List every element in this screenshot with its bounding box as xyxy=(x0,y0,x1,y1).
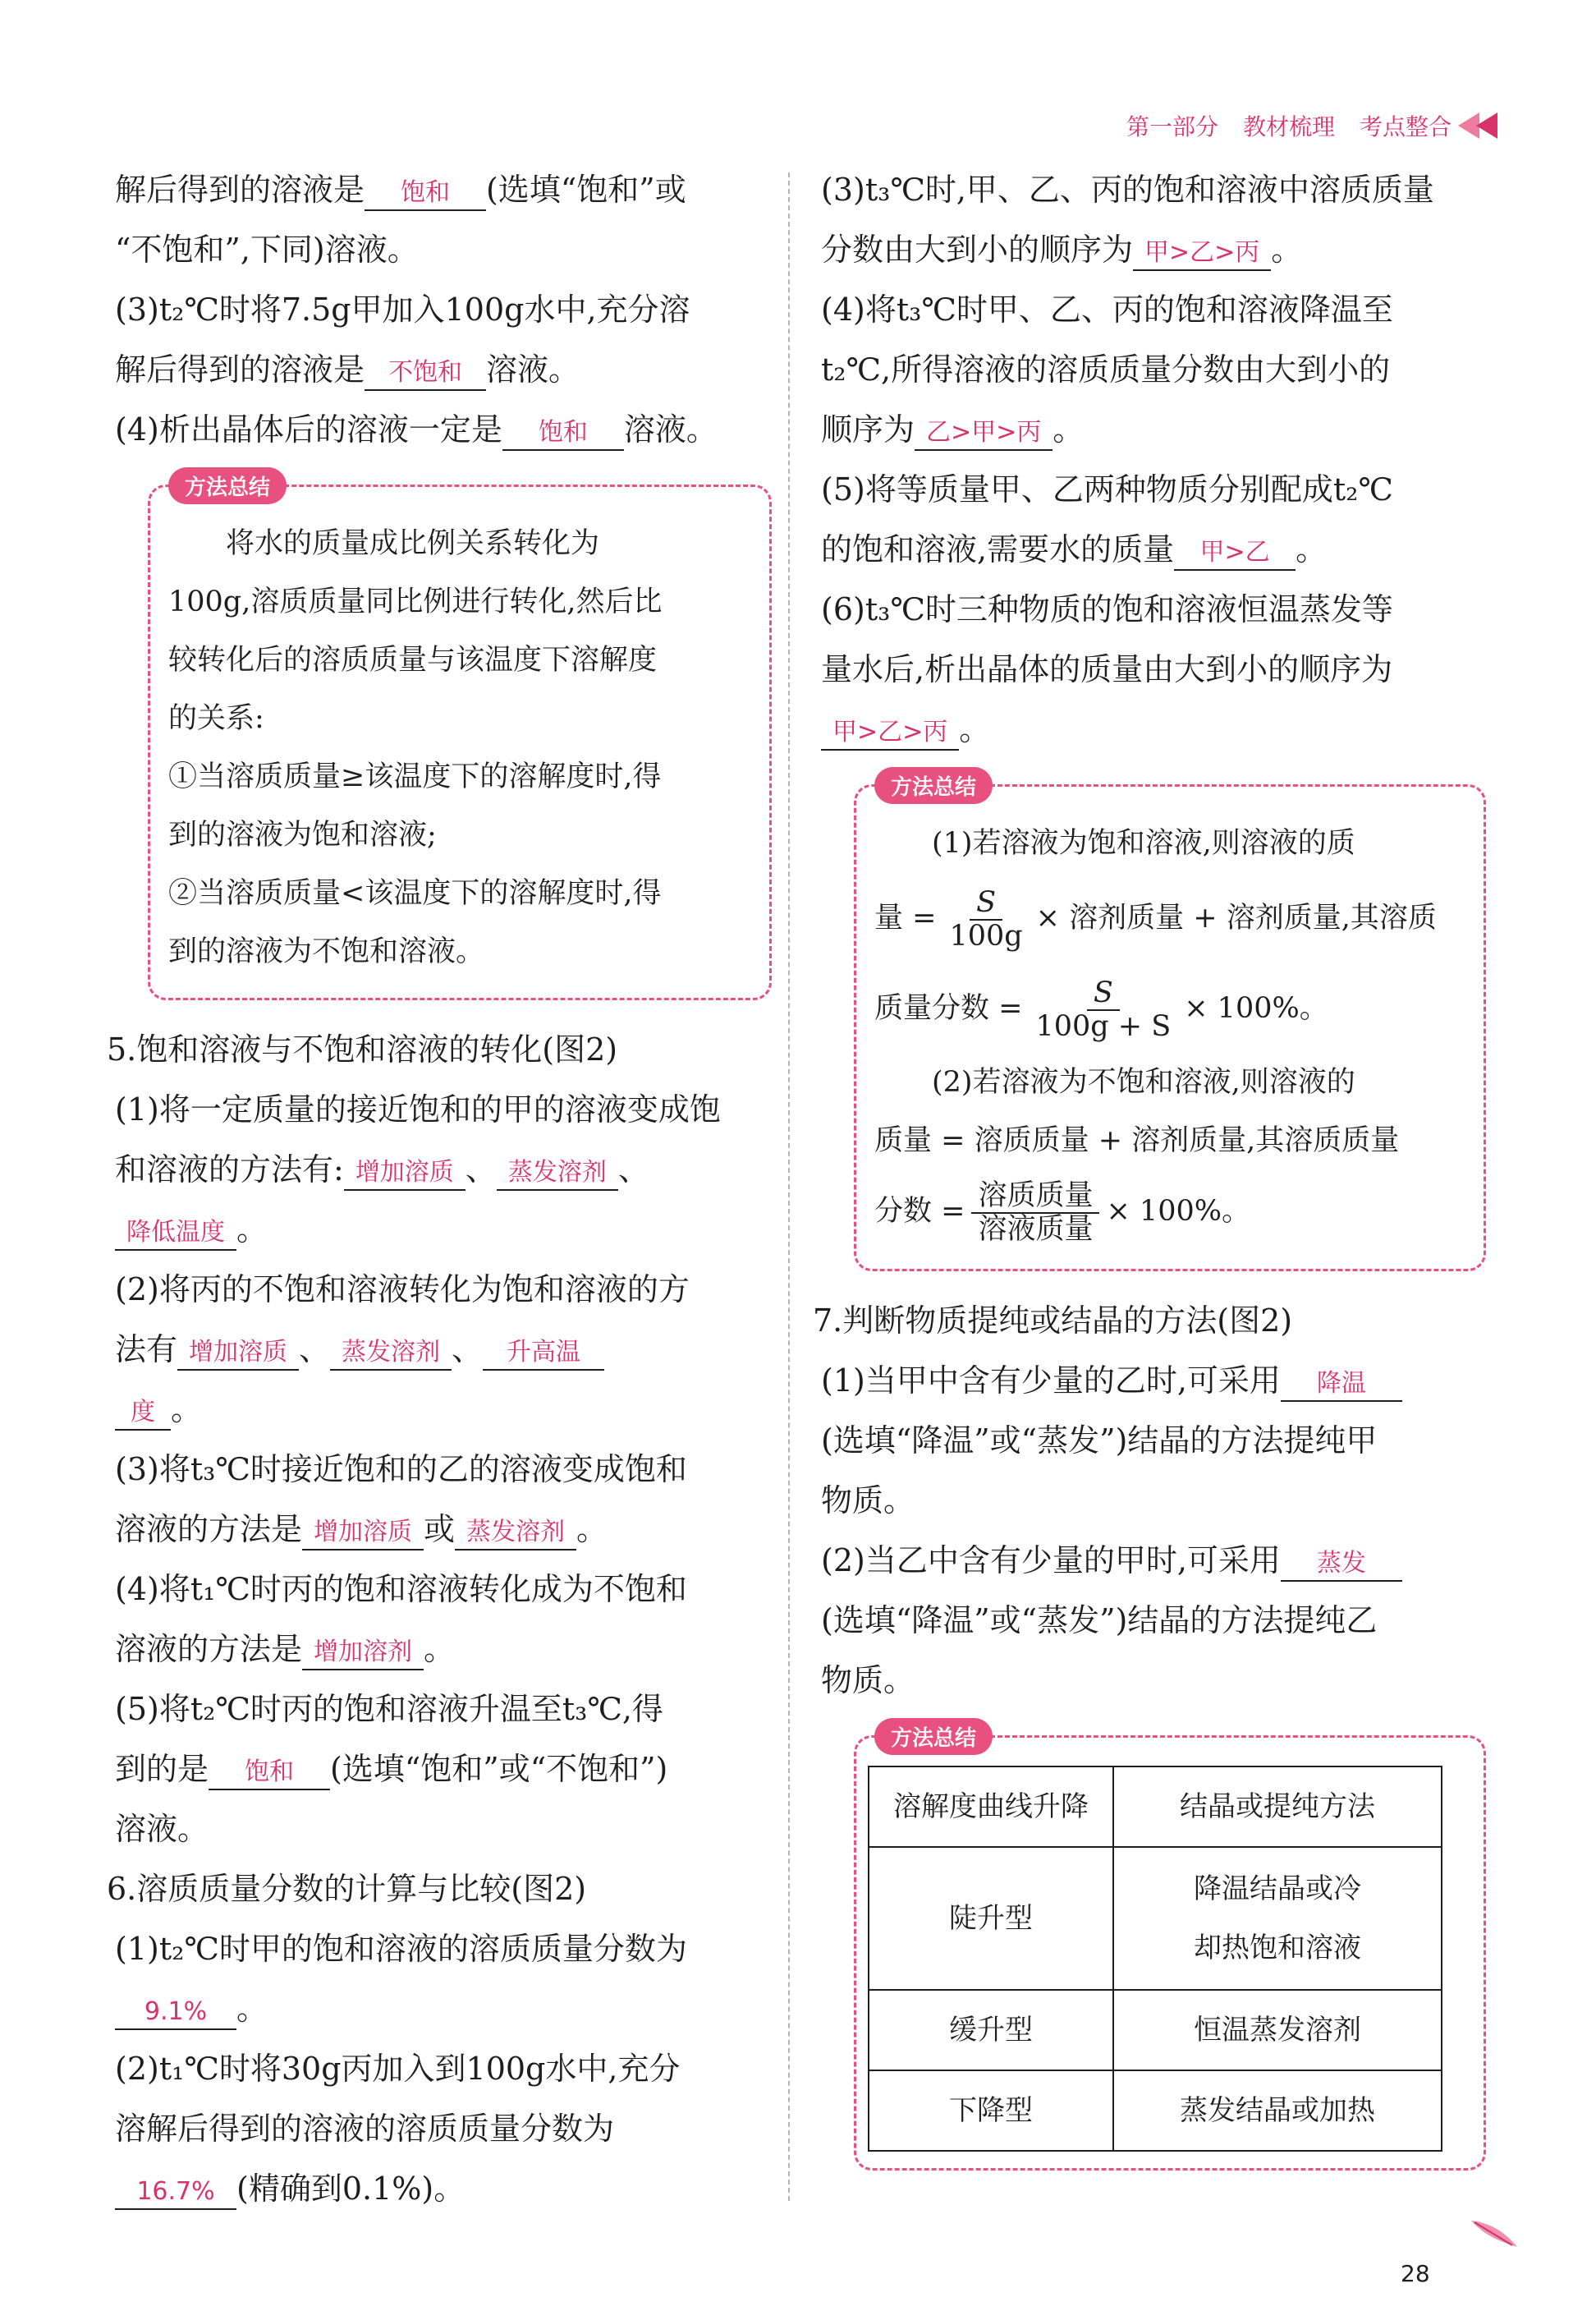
left-p3: (4)析出晶体后的溶液一定是 饱和 溶液。 xyxy=(115,400,772,460)
answer-blank: 降温 xyxy=(1281,1367,1402,1402)
s5-q5-cont: 到的是 饱和 (选填“饱和”或“不饱和”) xyxy=(115,1739,772,1799)
s5-q5-end: 溶液。 xyxy=(115,1811,209,1847)
r-q3-cont: 分数由大到小的顺序为 甲>乙>丙 。 xyxy=(821,220,1486,280)
s6-q2-cont: 溶解后得到的溶液的溶质质量分数为 xyxy=(115,2111,615,2147)
table-cell: 恒温蒸发溶剂 xyxy=(1113,1990,1442,2070)
answer-blank: 蒸发溶剂 xyxy=(330,1336,452,1371)
answer-blank: 增加溶质 xyxy=(302,1516,424,1550)
r-q6-b: 量水后,析出晶体的质量由大到小的顺序为 xyxy=(821,651,1393,687)
answer-blank: 蒸发 xyxy=(1281,1547,1402,1582)
r-q6: (6)t₃℃时三种物质的饱和溶液恒温蒸发等 xyxy=(821,591,1393,627)
box1-line: ①当溶质质量≥该温度下的溶解度时,得 xyxy=(168,760,662,793)
double-arrow-icon xyxy=(1461,113,1497,139)
r-q4: (4)将t₃℃时甲、乙、丙的饱和溶液降温至 xyxy=(821,292,1393,328)
s7-q2-c: 物质。 xyxy=(821,1662,915,1698)
fraction: $\frac{S}{100g + S}$ xyxy=(1035,976,1172,1043)
answer-blank: 增加溶质 xyxy=(344,1156,466,1191)
answer-blank: 16.7% xyxy=(115,2175,236,2210)
box1-line: 较转化后的溶质质量与该温度下溶解度 xyxy=(168,644,658,677)
method-summary-tag: 方法总结 xyxy=(168,467,287,504)
box1-line: 将水的质量成比例关系转化为 xyxy=(226,527,600,560)
s5-q3: (3)将t₃℃时接近饱和的乙的溶液变成饱和 xyxy=(115,1451,687,1487)
fraction: $\frac{S}{100g}$ xyxy=(949,886,1023,953)
right-column xyxy=(813,160,1486,2190)
s6-q2-end: 16.7% (精确到0.1%)。 xyxy=(115,2159,772,2219)
box1-line: 到的溶液为饱和溶液; xyxy=(168,819,437,852)
s6-q1-cont: 9.1% 。 xyxy=(115,1979,772,2039)
column-divider xyxy=(788,172,790,2201)
answer-blank: 蒸发溶剂 xyxy=(455,1516,576,1550)
section-5-title: 5.饱和溶液与不饱和溶液的转化(图2) xyxy=(107,1031,618,1068)
answer-blank: 升高温 xyxy=(483,1336,604,1371)
section-6-title: 6.溶质质量分数的计算与比较(图2) xyxy=(107,1871,587,1907)
s5-q5: (5)将t₂℃时丙的饱和溶液升温至t₃℃,得 xyxy=(115,1691,663,1727)
fraction: $\frac{\text{溶质质量}}{\text{溶液质量}}$ xyxy=(971,1180,1099,1245)
s7-q2: (2)当乙中含有少量的甲时,可采用 蒸发 xyxy=(821,1531,1486,1591)
r-q3: (3)t₃℃时,甲、乙、丙的饱和溶液中溶质质量 xyxy=(821,172,1434,208)
left-p2-cont: 解后得到的溶液是 不饱和 溶液。 xyxy=(115,340,772,400)
table-cell: 陡升型 xyxy=(869,1847,1113,1990)
answer-blank: 增加溶质 xyxy=(177,1336,299,1371)
header-part: 第一部分 xyxy=(1126,113,1218,140)
answer-blank: 饱和 xyxy=(365,177,486,211)
s7-q1: (1)当甲中含有少量的乙时,可采用 降温 xyxy=(821,1351,1486,1411)
method-summary-box-1 xyxy=(148,475,772,1000)
left-p1: 解后得到的溶液是 饱和 (选填“饱和”或 xyxy=(115,160,772,220)
box1-line: 到的溶液为不饱和溶液。 xyxy=(168,935,485,968)
answer-blank: 饱和 xyxy=(502,416,624,451)
r-q5-cont: 的饱和溶液,需要水的质量 甲>乙 。 xyxy=(821,520,1486,580)
method-summary-tag: 方法总结 xyxy=(874,1718,993,1755)
box2-line: 质量 = 溶质质量 + 溶剂质量,其溶质质量 xyxy=(874,1124,1400,1157)
answer-blank: 乙>甲>丙 xyxy=(915,416,1053,451)
box2-formula-2: 质量分数 = $\frac{S}{100g + S}$ × 100%。 xyxy=(874,976,1328,1043)
s6-q1: (1)t₂℃时甲的饱和溶液的溶质质量分数为 xyxy=(115,1931,687,1967)
answer-blank: 饱和 xyxy=(209,1756,330,1790)
table-row xyxy=(869,1766,1442,1847)
answer-blank: 不饱和 xyxy=(365,356,486,391)
table-header-cell: 结晶或提纯方法 xyxy=(1113,1766,1442,1847)
s7-q1-b: (选填“降温”或“蒸发”)结晶的方法提纯甲 xyxy=(821,1422,1378,1459)
method-summary-tag: 方法总结 xyxy=(874,767,993,804)
answer-blank: 9.1% xyxy=(115,1996,236,2030)
answer-blank: 甲>乙 xyxy=(1174,536,1296,571)
s5-q2-end: 度 。 xyxy=(115,1380,772,1440)
table-row xyxy=(869,1990,1442,2070)
s5-q1-end: 降低温度 。 xyxy=(115,1200,772,1260)
s5-q4: (4)将t₁℃时丙的饱和溶液转化成为不饱和 xyxy=(115,1571,687,1607)
s5-q1: (1)将一定质量的接近饱和的甲的溶液变成饱 xyxy=(115,1091,721,1128)
s5-q1-cont: 和溶液的方法有: 增加溶质 、 蒸发溶剂 、 xyxy=(115,1140,772,1200)
table-row xyxy=(869,1847,1442,1990)
answer-blank: 增加溶剂 xyxy=(302,1636,424,1670)
box2-line: (1)若溶液为饱和溶液,则溶液的质 xyxy=(932,827,1355,860)
s5-q3-cont: 溶液的方法是 增加溶质 或 蒸发溶剂 。 xyxy=(115,1500,772,1560)
table-cell: 下降型 xyxy=(869,2070,1113,2151)
r-q5: (5)将等质量甲、乙两种物质分别配成t₂℃ xyxy=(821,471,1393,508)
s6-q2: (2)t₁℃时将30g丙加入到100g水中,充分 xyxy=(115,2051,681,2087)
s5-q2-cont: 法有 增加溶质 、 蒸发溶剂 、 升高温 xyxy=(115,1320,772,1380)
left-p1-cont: “不饱和”,下同)溶液。 xyxy=(115,232,419,268)
answer-blank: 蒸发溶剂 xyxy=(497,1156,618,1191)
section-7-title: 7.判断物质提纯或结晶的方法(图2) xyxy=(813,1302,1293,1339)
table-cell: 降温结晶或冷 却热饱和溶液 xyxy=(1113,1847,1442,1990)
s5-q4-cont: 溶液的方法是 增加溶剂 。 xyxy=(115,1619,772,1679)
s7-q2-b: (选填“降温”或“蒸发”)结晶的方法提纯乙 xyxy=(821,1602,1378,1638)
s5-q2: (2)将丙的不饱和溶液转化为饱和溶液的方 xyxy=(115,1271,690,1307)
s7-q1-c: 物质。 xyxy=(821,1482,915,1518)
r-q4-cont: 顺序为 乙>甲>丙 。 xyxy=(821,400,1486,460)
box1-line: 100g,溶质质量同比例进行转化,然后比 xyxy=(168,586,663,618)
r-q6-cont: 甲>乙>丙 。 xyxy=(821,700,1486,760)
crystallization-table xyxy=(868,1766,1442,2152)
left-p2: (3)t₂℃时将7.5g甲加入100g水中,充分溶 xyxy=(115,292,690,328)
method-summary-box-2 xyxy=(854,775,1486,1271)
table-cell: 缓升型 xyxy=(869,1990,1113,2070)
method-summary-box-3 xyxy=(854,1726,1486,2171)
table-cell: 蒸发结晶或加热 xyxy=(1113,2070,1442,2151)
table-row xyxy=(869,2070,1442,2151)
answer-blank: 降低温度 xyxy=(115,1216,236,1251)
r-q4-b: t₂℃,所得溶液的溶质质量分数由大到小的 xyxy=(821,351,1391,388)
box1-line: 的关系: xyxy=(168,702,264,735)
header-topic: 考点整合 xyxy=(1359,113,1452,140)
answer-blank: 度 xyxy=(115,1396,171,1431)
left-column xyxy=(107,160,772,2219)
page-header xyxy=(1102,105,1497,146)
page-number: 28 xyxy=(1401,2260,1430,2287)
header-section: 教材梳理 xyxy=(1242,113,1335,140)
box2-formula-1: 量 = $\frac{S}{100g}$ × 溶剂质量 + 溶剂质量,其溶质 xyxy=(874,886,1437,953)
box1-line: ②当溶质质量<该温度下的溶解度时,得 xyxy=(168,877,662,910)
answer-blank: 甲>乙>丙 xyxy=(1133,237,1271,271)
box2-formula-3: 分数 = $\frac{\text{溶质质量}}{\text{溶液质量}}$ × 100%。 xyxy=(874,1179,1250,1246)
feather-icon xyxy=(1470,2217,1519,2250)
table-header-cell: 溶解度曲线升降 xyxy=(869,1766,1113,1847)
answer-blank: 甲>乙>丙 xyxy=(821,716,959,751)
box2-line: (2)若溶液为不饱和溶液,则溶液的 xyxy=(932,1066,1355,1099)
